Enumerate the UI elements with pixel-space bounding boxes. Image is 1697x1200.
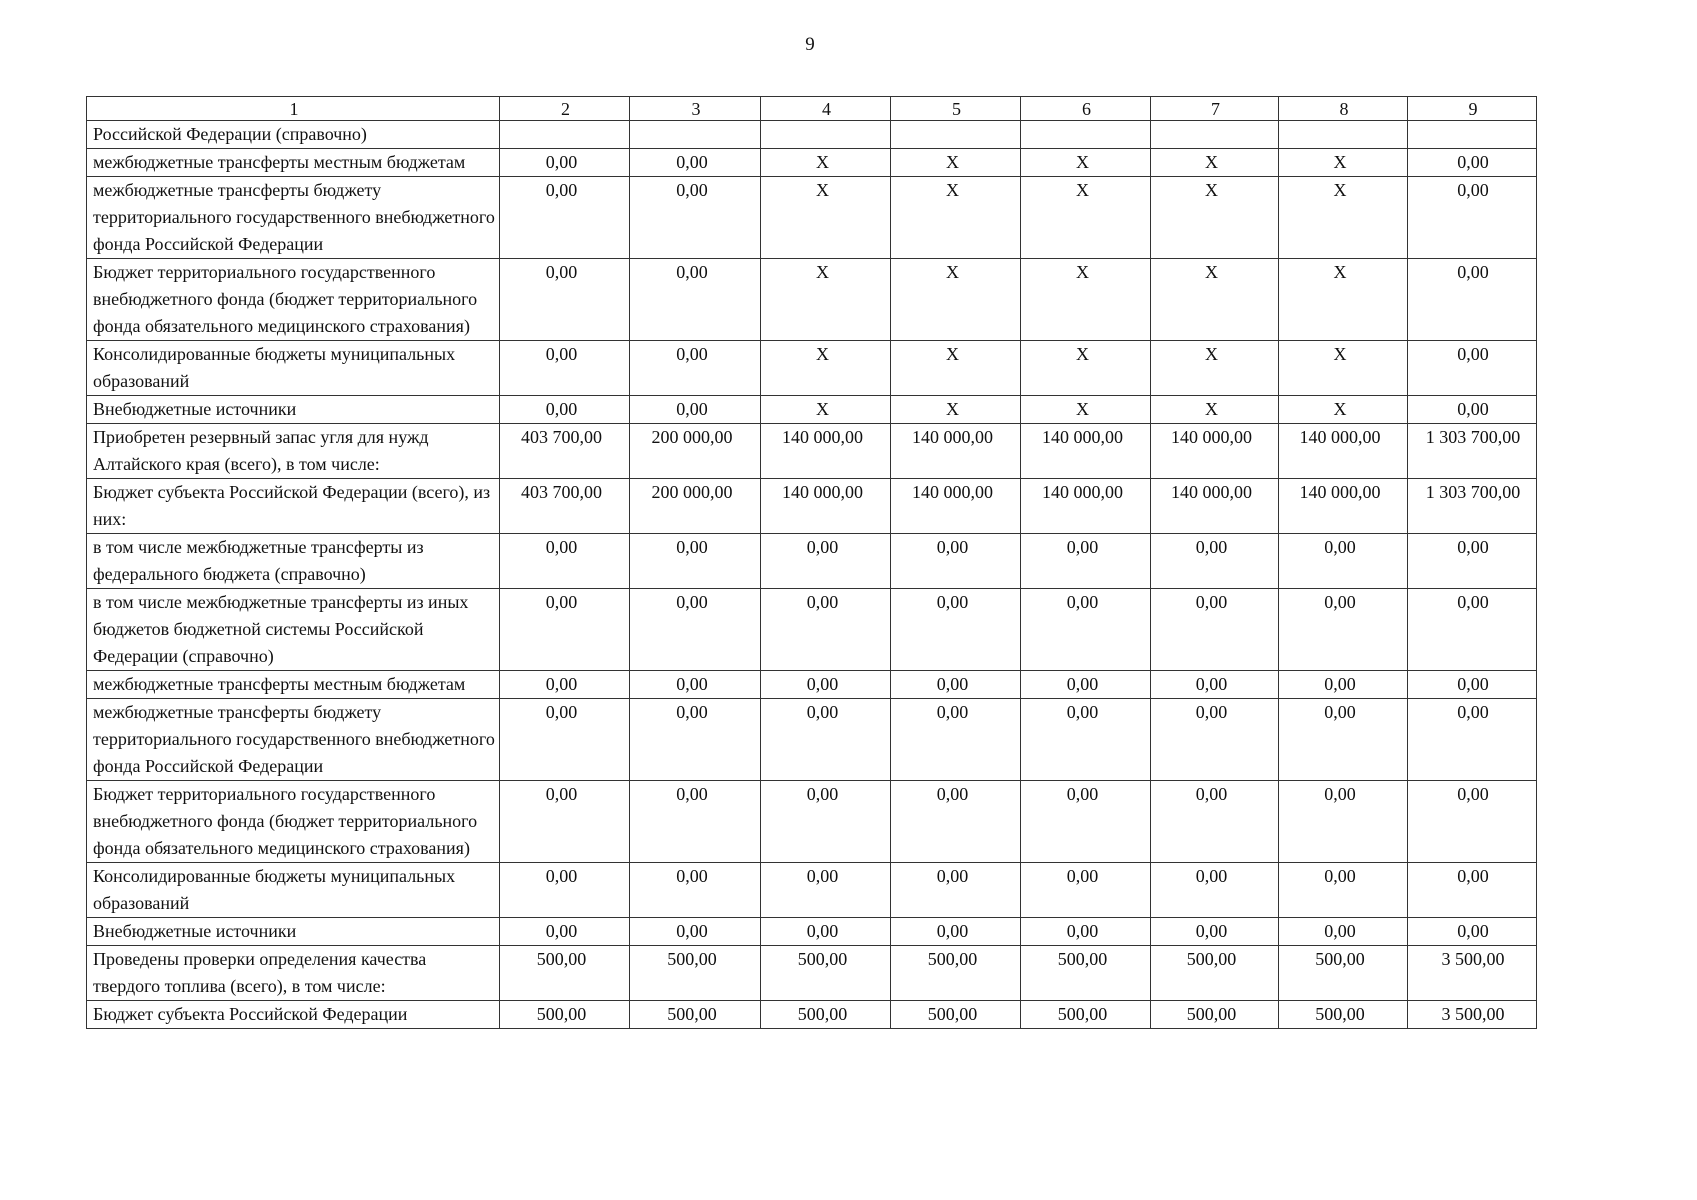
table-row xyxy=(87,1001,1537,1029)
row-label: Консолидированные бюджеты муниципальных образований xyxy=(87,863,500,918)
value-cell: 0,00 xyxy=(630,863,761,918)
value-cell: 140 000,00 xyxy=(761,479,891,534)
value-cell: 0,00 xyxy=(1408,396,1537,424)
value-cell: 0,00 xyxy=(1408,699,1537,781)
value-cell: 500,00 xyxy=(1279,1001,1408,1029)
value-cell: 0,00 xyxy=(1151,671,1279,699)
value-cell: 0,00 xyxy=(1151,699,1279,781)
value-cell: 0,00 xyxy=(761,534,891,589)
value-cell: 0,00 xyxy=(500,341,630,396)
row-label: межбюджетные трансферты бюджету территориального государственного внебюджетного фонда Российской Федерации xyxy=(87,177,500,259)
budget-table xyxy=(86,96,1537,1029)
value-cell: X xyxy=(1279,177,1408,259)
table-row xyxy=(87,424,1537,479)
row-label: Российской Федерации (справочно) xyxy=(87,121,500,149)
value-cell: X xyxy=(1279,149,1408,177)
value-cell: 500,00 xyxy=(1021,946,1151,1001)
table-row xyxy=(87,589,1537,671)
table-row xyxy=(87,781,1537,863)
row-label: Бюджет территориального государственного внебюджетного фонда (бюджет территориального фонда обязательного медицинского страхования) xyxy=(87,259,500,341)
value-cell xyxy=(1021,121,1151,149)
value-cell: X xyxy=(891,177,1021,259)
table-row xyxy=(87,177,1537,259)
value-cell: 0,00 xyxy=(1279,781,1408,863)
value-cell: 140 000,00 xyxy=(1279,424,1408,479)
value-cell: 500,00 xyxy=(891,1001,1021,1029)
value-cell: 500,00 xyxy=(761,946,891,1001)
value-cell: 0,00 xyxy=(1021,589,1151,671)
value-cell: X xyxy=(1021,341,1151,396)
value-cell: 0,00 xyxy=(761,699,891,781)
value-cell: 140 000,00 xyxy=(1021,479,1151,534)
column-header: 3 xyxy=(630,97,761,121)
value-cell: X xyxy=(1021,259,1151,341)
value-cell: X xyxy=(1279,259,1408,341)
value-cell: 500,00 xyxy=(1021,1001,1151,1029)
column-header: 7 xyxy=(1151,97,1279,121)
value-cell: 0,00 xyxy=(630,699,761,781)
value-cell: 0,00 xyxy=(1408,149,1537,177)
value-cell: 0,00 xyxy=(1151,534,1279,589)
value-cell: 140 000,00 xyxy=(1151,424,1279,479)
value-cell xyxy=(761,121,891,149)
row-label: Проведены проверки определения качества твердого топлива (всего), в том числе: xyxy=(87,946,500,1001)
value-cell: 0,00 xyxy=(761,863,891,918)
value-cell: X xyxy=(891,396,1021,424)
value-cell: 500,00 xyxy=(500,1001,630,1029)
value-cell: 0,00 xyxy=(891,699,1021,781)
value-cell: 200 000,00 xyxy=(630,424,761,479)
value-cell: 500,00 xyxy=(1279,946,1408,1001)
table-row xyxy=(87,863,1537,918)
value-cell: X xyxy=(761,341,891,396)
row-label: межбюджетные трансферты бюджету территориального государственного внебюджетного фонда Российской Федерации xyxy=(87,699,500,781)
value-cell: 140 000,00 xyxy=(1279,479,1408,534)
value-cell: 0,00 xyxy=(1021,863,1151,918)
row-label: Внебюджетные источники xyxy=(87,396,500,424)
page-number: 9 xyxy=(805,34,815,55)
value-cell: 0,00 xyxy=(1408,534,1537,589)
value-cell: 0,00 xyxy=(1279,534,1408,589)
column-header: 1 xyxy=(87,97,500,121)
value-cell: 0,00 xyxy=(1279,671,1408,699)
value-cell xyxy=(500,121,630,149)
table-header-row xyxy=(87,97,1537,121)
value-cell: 0,00 xyxy=(1279,699,1408,781)
value-cell: 500,00 xyxy=(500,946,630,1001)
value-cell: 0,00 xyxy=(500,781,630,863)
value-cell: 500,00 xyxy=(630,946,761,1001)
row-label: межбюджетные трансферты местным бюджетам xyxy=(87,671,500,699)
column-header: 8 xyxy=(1279,97,1408,121)
value-cell: 0,00 xyxy=(1151,863,1279,918)
value-cell: 0,00 xyxy=(500,149,630,177)
value-cell: 0,00 xyxy=(1151,918,1279,946)
value-cell: 0,00 xyxy=(630,534,761,589)
table-row xyxy=(87,946,1537,1001)
value-cell: 0,00 xyxy=(630,149,761,177)
column-header: 2 xyxy=(500,97,630,121)
value-cell: 140 000,00 xyxy=(761,424,891,479)
table-row xyxy=(87,121,1537,149)
value-cell: 0,00 xyxy=(630,671,761,699)
value-cell: 3 500,00 xyxy=(1408,1001,1537,1029)
value-cell: 0,00 xyxy=(500,534,630,589)
value-cell xyxy=(1151,121,1279,149)
value-cell: X xyxy=(761,259,891,341)
column-header: 9 xyxy=(1408,97,1537,121)
value-cell: X xyxy=(761,177,891,259)
value-cell: 0,00 xyxy=(630,396,761,424)
row-label: в том числе межбюджетные трансферты из федерального бюджета (справочно) xyxy=(87,534,500,589)
value-cell: 0,00 xyxy=(1408,863,1537,918)
value-cell: 1 303 700,00 xyxy=(1408,424,1537,479)
value-cell: 0,00 xyxy=(1408,918,1537,946)
value-cell: 0,00 xyxy=(1279,863,1408,918)
value-cell: X xyxy=(1021,149,1151,177)
value-cell: 0,00 xyxy=(761,918,891,946)
value-cell: 0,00 xyxy=(500,589,630,671)
value-cell: 0,00 xyxy=(1021,781,1151,863)
value-cell: 0,00 xyxy=(1408,781,1537,863)
value-cell: 0,00 xyxy=(500,918,630,946)
value-cell: 0,00 xyxy=(1021,699,1151,781)
value-cell: 500,00 xyxy=(1151,946,1279,1001)
value-cell: 0,00 xyxy=(630,259,761,341)
row-label: межбюджетные трансферты местным бюджетам xyxy=(87,149,500,177)
value-cell: 500,00 xyxy=(891,946,1021,1001)
value-cell xyxy=(1279,121,1408,149)
value-cell: X xyxy=(891,259,1021,341)
table-row xyxy=(87,259,1537,341)
value-cell: 140 000,00 xyxy=(1021,424,1151,479)
value-cell: 0,00 xyxy=(891,918,1021,946)
value-cell: 0,00 xyxy=(761,781,891,863)
value-cell: 500,00 xyxy=(630,1001,761,1029)
value-cell: 0,00 xyxy=(1408,259,1537,341)
value-cell: 0,00 xyxy=(1408,341,1537,396)
value-cell: 0,00 xyxy=(630,341,761,396)
value-cell: X xyxy=(1021,177,1151,259)
value-cell: 0,00 xyxy=(761,671,891,699)
value-cell: 140 000,00 xyxy=(891,424,1021,479)
value-cell: 0,00 xyxy=(891,671,1021,699)
row-label: Приобретен резервный запас угля для нужд Алтайского края (всего), в том числе: xyxy=(87,424,500,479)
column-header: 5 xyxy=(891,97,1021,121)
value-cell: 140 000,00 xyxy=(891,479,1021,534)
value-cell: X xyxy=(1021,396,1151,424)
value-cell: 0,00 xyxy=(1279,918,1408,946)
table-row xyxy=(87,396,1537,424)
value-cell: 500,00 xyxy=(1151,1001,1279,1029)
value-cell: 0,00 xyxy=(1408,589,1537,671)
table-row xyxy=(87,149,1537,177)
row-label: Бюджет территориального государственного внебюджетного фонда (бюджет территориального фонда обязательного медицинского страхования) xyxy=(87,781,500,863)
value-cell: 0,00 xyxy=(1279,589,1408,671)
value-cell: 0,00 xyxy=(500,259,630,341)
value-cell: 0,00 xyxy=(500,177,630,259)
table-row xyxy=(87,534,1537,589)
value-cell: 0,00 xyxy=(891,781,1021,863)
value-cell: 0,00 xyxy=(761,589,891,671)
value-cell: 140 000,00 xyxy=(1151,479,1279,534)
value-cell xyxy=(891,121,1021,149)
value-cell: X xyxy=(1151,177,1279,259)
value-cell: 0,00 xyxy=(630,918,761,946)
value-cell: X xyxy=(761,396,891,424)
value-cell: 0,00 xyxy=(500,699,630,781)
value-cell: 403 700,00 xyxy=(500,424,630,479)
row-label: Внебюджетные источники xyxy=(87,918,500,946)
value-cell: X xyxy=(1151,341,1279,396)
value-cell: 0,00 xyxy=(1021,671,1151,699)
table-row xyxy=(87,671,1537,699)
value-cell: 0,00 xyxy=(500,396,630,424)
value-cell: X xyxy=(891,341,1021,396)
value-cell: X xyxy=(1279,396,1408,424)
value-cell: 0,00 xyxy=(630,589,761,671)
value-cell: 0,00 xyxy=(1151,589,1279,671)
value-cell: X xyxy=(891,149,1021,177)
value-cell: X xyxy=(1279,341,1408,396)
value-cell: 200 000,00 xyxy=(630,479,761,534)
table-row xyxy=(87,699,1537,781)
value-cell: 0,00 xyxy=(500,671,630,699)
value-cell: 0,00 xyxy=(891,534,1021,589)
value-cell: 0,00 xyxy=(630,781,761,863)
row-label: Консолидированные бюджеты муниципальных образований xyxy=(87,341,500,396)
value-cell: 3 500,00 xyxy=(1408,946,1537,1001)
value-cell: 500,00 xyxy=(761,1001,891,1029)
value-cell: 0,00 xyxy=(891,589,1021,671)
column-header: 4 xyxy=(761,97,891,121)
value-cell: 0,00 xyxy=(1151,781,1279,863)
value-cell: 0,00 xyxy=(1408,671,1537,699)
table-row xyxy=(87,341,1537,396)
row-label: в том числе межбюджетные трансферты из иных бюджетов бюджетной системы Российской Федерации (справочно) xyxy=(87,589,500,671)
column-header: 6 xyxy=(1021,97,1151,121)
value-cell xyxy=(630,121,761,149)
value-cell: 0,00 xyxy=(1021,534,1151,589)
value-cell: X xyxy=(761,149,891,177)
value-cell: 0,00 xyxy=(500,863,630,918)
value-cell: X xyxy=(1151,259,1279,341)
value-cell xyxy=(1408,121,1537,149)
value-cell: 0,00 xyxy=(891,863,1021,918)
value-cell: 0,00 xyxy=(1408,177,1537,259)
value-cell: 403 700,00 xyxy=(500,479,630,534)
value-cell: X xyxy=(1151,396,1279,424)
row-label: Бюджет субъекта Российской Федерации (всего), из них: xyxy=(87,479,500,534)
table-row xyxy=(87,918,1537,946)
value-cell: 0,00 xyxy=(630,177,761,259)
value-cell: 0,00 xyxy=(1021,918,1151,946)
value-cell: 1 303 700,00 xyxy=(1408,479,1537,534)
value-cell: X xyxy=(1151,149,1279,177)
row-label: Бюджет субъекта Российской Федерации xyxy=(87,1001,500,1029)
table-row xyxy=(87,479,1537,534)
